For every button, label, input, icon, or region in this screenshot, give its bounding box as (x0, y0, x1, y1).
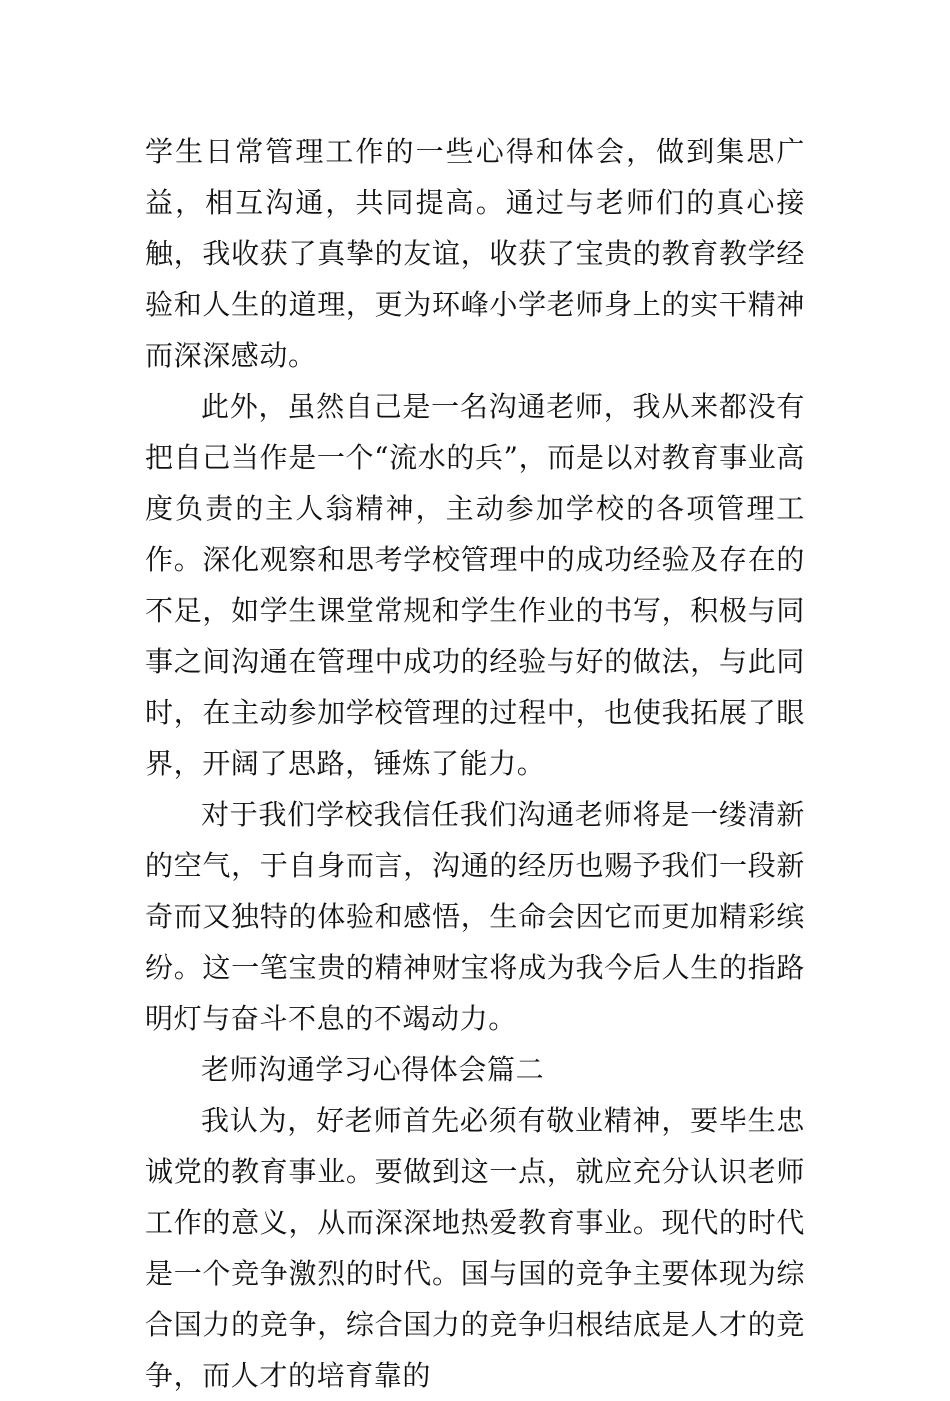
section-heading: 老师沟通学习心得体会篇二 (201, 1053, 545, 1086)
paragraph-body: 此外，虽然自己是一名沟通老师，我从来都没有把自己当作是一个“流水的兵”，而是以对教育事业高度负责的主人翁精神，主动参加学校的各项管理工作。深化观察和思考学校管理中的成功经验及存在的不足，如学生课堂常规和学生作业的书写，积极与同事之间沟通在管理中成功的经验与好的做法，与此同时，在主动参加学校管理的过程中，也使我拓展了眼界，开阔了思路，锤炼了能力。 (145, 390, 805, 780)
paragraph-body: 对于我们学校我信任我们沟通老师将是一缕清新的空气，于自身而言，沟通的经历也赐予我们一段新奇而又独特的体验和感悟，生命会因它而更加精彩缤纷。这一笔宝贵的精神财宝将成为我今后人生的指路明灯与奋斗不息的不竭动力。 (145, 798, 805, 1035)
document-body (145, 126, 805, 1401)
paragraph-continuation: 学生日常管理工作的一些心得和体会，做到集思广益，相互沟通，共同提高。通过与老师们的真心接触，我收获了真挚的友谊，收获了宝贵的教育教学经验和人生的道理，更为环峰小学老师身上的实干精神而深深感动。 (145, 135, 805, 372)
paragraph-body: 我认为，好老师首先必须有敬业精神，要毕生忠诚党的教育事业。要做到这一点，就应充分认识老师工作的意义，从而深深地热爱教育事业。现代的时代是一个竞争激烈的时代。国与国的竞争主要体现为综合国力的竞争，综合国力的竞争归根结底是人才的竞争，而人才的培育靠的 (145, 1104, 805, 1392)
